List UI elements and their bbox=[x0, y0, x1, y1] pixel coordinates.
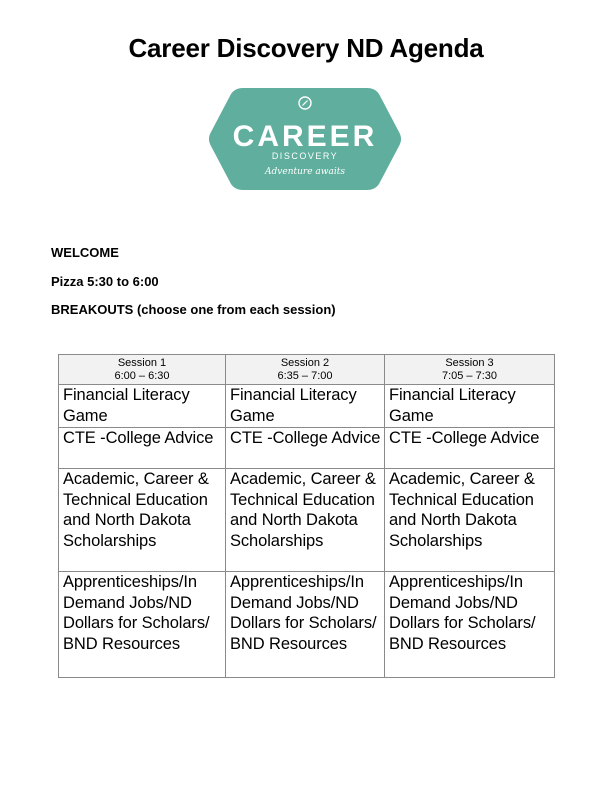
table-row bbox=[59, 572, 555, 678]
session-time: 6:00 – 6:30 bbox=[114, 370, 170, 382]
logo-tagline: Adventure awaits bbox=[265, 167, 345, 177]
table-cell: CTE -College Advice bbox=[226, 428, 385, 469]
table-cell: Academic, Career & Technical Education and North Dakota Scholarships bbox=[226, 469, 385, 572]
table-cell: Financial Literacy Game bbox=[385, 385, 555, 428]
table-row bbox=[59, 469, 555, 572]
session-label: Session 3 bbox=[445, 357, 494, 369]
logo-word: CAREER bbox=[232, 120, 378, 153]
session-1-header bbox=[59, 355, 226, 385]
table-cell: Apprenticeships/In Demand Jobs/ND Dollars for Scholars/ BND Resources bbox=[385, 572, 555, 678]
session-2-header bbox=[226, 355, 385, 385]
breakouts-line: BREAKOUTS (choose one from each session) bbox=[51, 302, 336, 317]
table-cell: Financial Literacy Game bbox=[59, 385, 226, 428]
page-title: Career Discovery ND Agenda bbox=[128, 33, 484, 63]
table-cell: CTE -College Advice bbox=[385, 428, 555, 469]
logo-sub: DISCOVERY bbox=[271, 151, 339, 161]
table-cell: Academic, Career & Technical Education and North Dakota Scholarships bbox=[385, 469, 555, 572]
table-row bbox=[59, 385, 555, 428]
table-cell: Academic, Career & Technical Education and North Dakota Scholarships bbox=[59, 469, 226, 572]
session-label: Session 2 bbox=[280, 357, 330, 369]
session-time: 6:35 – 7:00 bbox=[277, 370, 333, 382]
table-row bbox=[59, 428, 555, 469]
session-time: 7:05 – 7:30 bbox=[441, 370, 498, 382]
table-cell: CTE -College Advice bbox=[59, 428, 226, 469]
session-3-header bbox=[385, 355, 555, 385]
pizza-line: Pizza 5:30 to 6:00 bbox=[51, 274, 159, 289]
table-cell: Financial Literacy Game bbox=[226, 385, 385, 428]
table-cell: Apprenticeships/In Demand Jobs/ND Dollars for Scholars/ BND Resources bbox=[59, 572, 226, 678]
table-header-row bbox=[59, 355, 555, 385]
session-label: Session 1 bbox=[117, 357, 167, 369]
career-discovery-logo bbox=[207, 86, 403, 192]
welcome-heading: WELCOME bbox=[51, 245, 119, 260]
table-cell: Apprenticeships/In Demand Jobs/ND Dollars for Scholars/ BND Resources bbox=[226, 572, 385, 678]
breakout-schedule-table bbox=[58, 354, 555, 678]
